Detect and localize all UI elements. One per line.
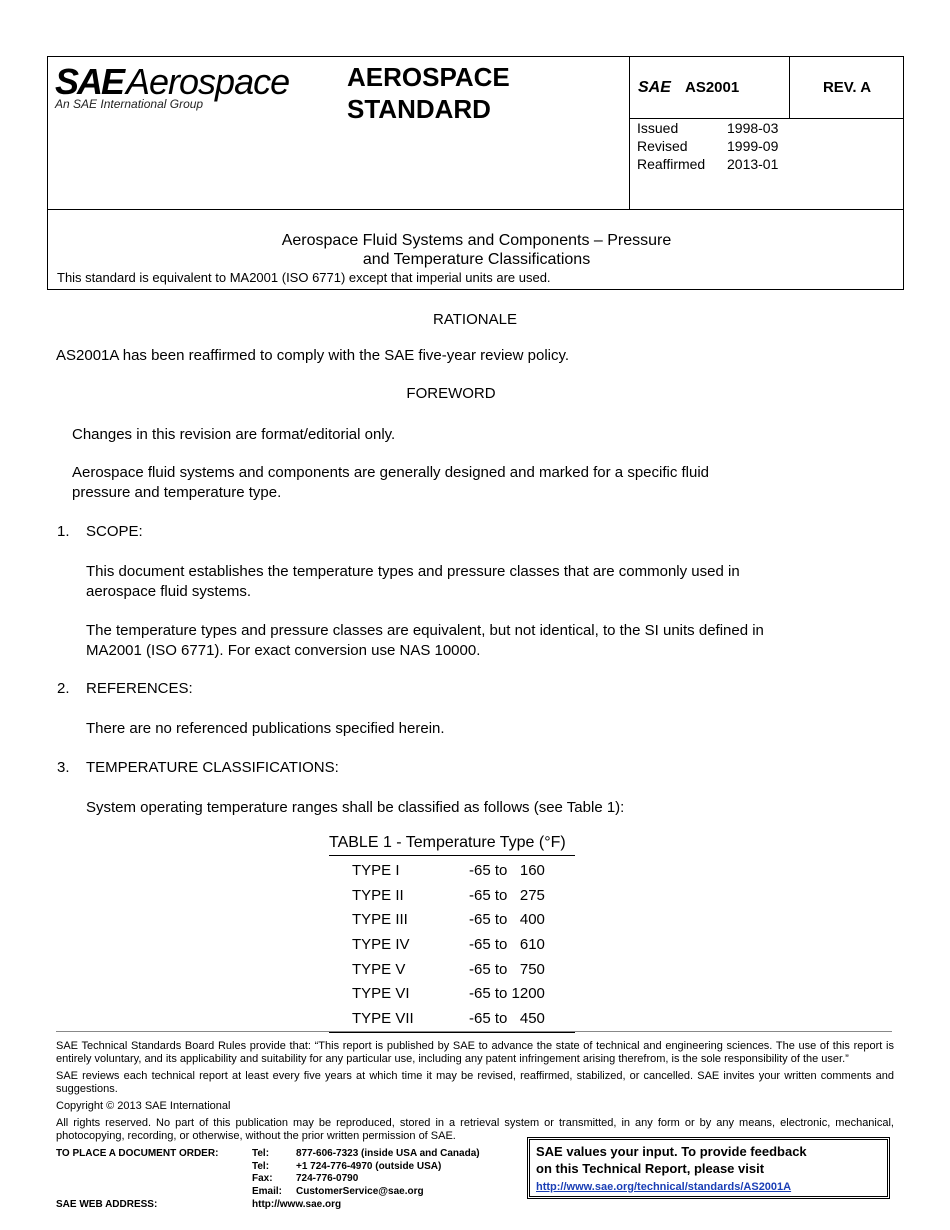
temperature-table xyxy=(329,834,575,1033)
web-address-label: SAE WEB ADDRESS: xyxy=(56,1199,158,1210)
order-contacts: Tel: 877-606-7323 (inside USA and Canada) Tel: +1 724-776-4970 (outside USA) Fax: 724-776-0790 Email: CustomerService@sae.org xyxy=(252,1148,480,1197)
section-1-title: SCOPE: xyxy=(86,523,143,540)
table-row: TYPE I -65 to 160 xyxy=(352,861,545,879)
footer-review: SAE reviews each technical report at least every five years at which time it may be revised, reaffirmed, stabilized, or cancelled. SAE invites your written comments and suggestions. xyxy=(56,1070,894,1095)
document-header xyxy=(47,56,904,290)
footer-divider xyxy=(56,1031,892,1032)
aerospace-logo-text: Aerospace xyxy=(126,61,290,102)
section-1-para-1: This document establishes the temperature types and pressure classes that are commonly used in aerospace fluid systems. xyxy=(86,563,740,600)
section-2-para-1: There are no referenced publications specified herein. xyxy=(86,720,445,737)
table-row: TYPE VI -65 to 1200 xyxy=(352,985,545,1003)
section-3-para-1: System operating temperature ranges shall be classified as follows (see Table 1): xyxy=(86,799,625,816)
revision-label: REV. A xyxy=(822,79,872,96)
table-row: TYPE IV -65 to 610 xyxy=(352,935,545,953)
document-subject: Aerospace Fluid Systems and Components – Pressure and Temperature Classifications xyxy=(281,232,672,268)
foreword-para-1: Changes in this revision are format/editorial only. xyxy=(72,426,396,443)
footer-rules: SAE Technical Standards Board Rules provide that: “This report is published by SAE to advance the state of technical and engineering sciences. The use of this report is entirely voluntary, and its applicability and suitability for any particular use, including any patent infringement arising therefrom, is the sole responsibility of the user.” xyxy=(56,1040,894,1065)
rationale-text: AS2001A has been reaffirmed to comply with the SAE five-year review policy. xyxy=(56,347,570,364)
standard-title: AEROSPACE STANDARD xyxy=(347,62,510,124)
section-3-number: 3. xyxy=(57,759,70,776)
footer-rights: All rights reserved. No part of this publication may be reproduced, stored in a retrieval system or transmitted, in any form or by any means, electronic, mechanical, photocopying, recording, or otherwise, without the prior written permission of SAE. xyxy=(56,1117,894,1142)
email-link[interactable]: CustomerService@sae.org xyxy=(296,1185,424,1197)
rationale-heading: RATIONALE xyxy=(433,311,517,328)
document-number: AS2001 xyxy=(685,79,740,96)
web-address-link[interactable]: http://www.sae.org xyxy=(252,1199,342,1210)
equivalence-note: This standard is equivalent to MA2001 (ISO 6771) except that imperial units are used. xyxy=(57,270,551,285)
table-row: TYPE III -65 to 400 xyxy=(352,911,545,929)
section-2-number: 2. xyxy=(57,680,70,697)
feedback-box xyxy=(527,1137,890,1199)
section-2-title: REFERENCES: xyxy=(86,680,193,697)
logo-subtitle: An SAE International Group xyxy=(55,97,204,111)
footer-copyright: Copyright © 2013 SAE International xyxy=(56,1100,231,1112)
table-row: TYPE V -65 to 750 xyxy=(352,960,545,978)
order-label: TO PLACE A DOCUMENT ORDER: xyxy=(56,1148,219,1159)
section-3-title: TEMPERATURE CLASSIFICATIONS: xyxy=(86,759,339,776)
sae-small-logo: SAE xyxy=(638,79,671,96)
section-1-number: 1. xyxy=(57,523,70,540)
foreword-para-2: Aerospace fluid systems and components are generally designed and marked for a specific fluid pressure and temperature type. xyxy=(72,464,710,501)
section-1-para-2: The temperature types and pressure classes are equivalent, but not identical, to the SI units defined in MA2001 (ISO 6771). For exact conversion use NAS 10000. xyxy=(86,622,764,659)
sae-logo: SAE xyxy=(55,61,124,102)
foreword-heading: FOREWORD xyxy=(406,385,496,402)
feedback-link[interactable]: http://www.sae.org/technical/standards/AS2001A xyxy=(536,1181,792,1193)
table-caption: TABLE 1 - Temperature Type (°F) xyxy=(329,834,575,856)
table-row: TYPE VII -65 to 450 xyxy=(352,1009,545,1027)
document-dates: Issued 1998-03 Revised 1999-09 Reaffirmed 2013-01 xyxy=(637,120,779,172)
feedback-text-1: SAE values your input. To provide feedback xyxy=(536,1144,807,1159)
feedback-text-2: on this Technical Report, please visit xyxy=(536,1161,765,1176)
table-row: TYPE II -65 to 275 xyxy=(352,886,545,904)
